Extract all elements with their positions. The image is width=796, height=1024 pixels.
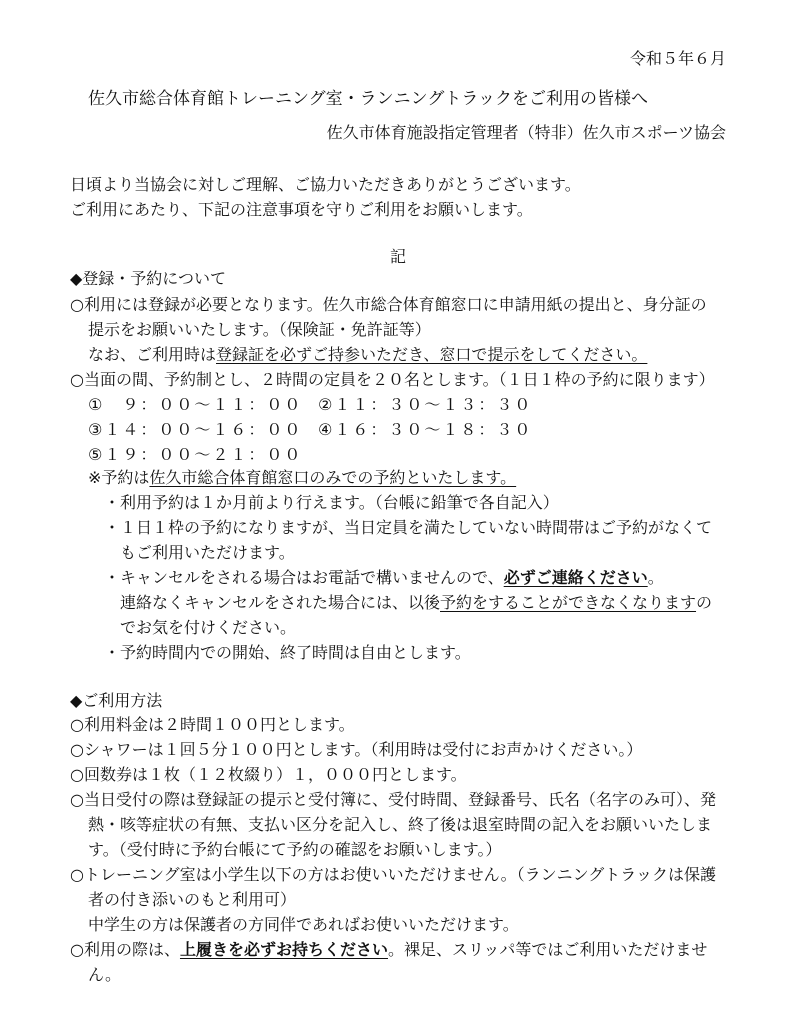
reservation-line: ○当面の間、予約制とし、２時間の定員を２０名とします。（１日１枠の予約に限ります） (70, 370, 715, 389)
reservation-note: ※予約は佐久市総合体育館窓口のみでの予約といたします。 (88, 468, 517, 487)
time-slot: ③１４：００～１６：００ (88, 420, 303, 439)
usage-line: ○回数券は１枚（１２枚綴り）１，０００円とします。 (70, 765, 467, 784)
bullet-item: ・利用予約は１か月前より行えます。（台帳に鉛筆で各自記入） (104, 493, 559, 512)
organization-text: 佐久市体育施設指定管理者（特非）佐久市スポーツ協会 (326, 123, 726, 142)
usage-line: 中学生の方は保護者の方同伴であればお使いいただけます。 (88, 915, 519, 934)
usage-line: ○当日受付の際は登録証の提示と受付簿に、受付時間、登録番号、氏名（名字のみ可）、発 (70, 790, 716, 809)
usage-line: す。（受付時に予約台帳にて予約の確認をお願いします。） (88, 840, 502, 859)
bullet-item: もご利用いただけます。 (120, 543, 295, 562)
intro-line-1: 日頃より当協会に対しご理解、ご協力いただきありがとうございます。 (70, 175, 581, 194)
ki-heading: 記 (390, 247, 407, 266)
usage-line: ○トレーニング室は小学生以下の方はお使いいただけません。（ランニングトラックは保護 (70, 865, 716, 884)
intro-line-2: ご利用にあたり、下記の注意事項を守りご利用をお願いします。 (70, 200, 533, 219)
bullet-item: ・１日１枠の予約になりますが、当日定員を満たしていない時間帯はご予約がなくて (104, 518, 713, 537)
bullet-item: ・キャンセルをされる場合はお電話で構いませんので、必ずご連絡ください。 (104, 568, 664, 587)
registration-line: なお、ご利用時は登録証を必ずご持参いただき、窓口で提示をしてください。 (88, 345, 648, 364)
time-slot: ②１１：３０～１３：３０ (318, 395, 533, 414)
usage-line: ん。 (88, 965, 121, 984)
usage-line: ○シャワーは１回５分１００円とします。（利用時は受付にお声かけください。） (70, 740, 643, 759)
usage-line: ○利用料金は２時間１００円とします。 (70, 715, 355, 734)
usage-line: ○利用の際は、上履きを必ずお持ちください。裸足、スリッパ等ではご利用いただけませ (70, 940, 708, 959)
registration-line: ○利用には登録が必要となります。佐久市総合体育館窓口に申請用紙の提出と、身分証の (70, 295, 707, 314)
usage-line: 者の付き添いのもと利用可） (88, 890, 297, 909)
time-slot: ⑤１９：００～２１：００ (88, 445, 303, 464)
bullet-item: 連絡なくキャンセルをされた場合には、以後予約をすることができなくなりますの (120, 593, 713, 612)
time-slot: ④１６：３０～１８：３０ (318, 420, 533, 439)
registration-heading: ◆登録・予約について (70, 269, 226, 288)
usage-heading: ◆ご利用方法 (70, 691, 163, 710)
date-text: 令和５年６月 (629, 49, 726, 68)
bullet-item: でお気を付けください。 (120, 618, 297, 637)
usage-line: 熱・咳等症状の有無、支払い区分を記入し、終了後は退室時間の記入をお願いいたしま (88, 815, 713, 834)
page-title: 佐久市総合体育館トレーニング室・ランニングトラックをご利用の皆様へ (88, 89, 648, 109)
bullet-item: ・予約時間内での開始、終了時間は自由とします。 (104, 643, 471, 662)
time-slot: ① ９：００～１１：００ (88, 395, 303, 414)
registration-line: 提示をお願いいたします。（保険証・免許証等） (88, 320, 431, 339)
